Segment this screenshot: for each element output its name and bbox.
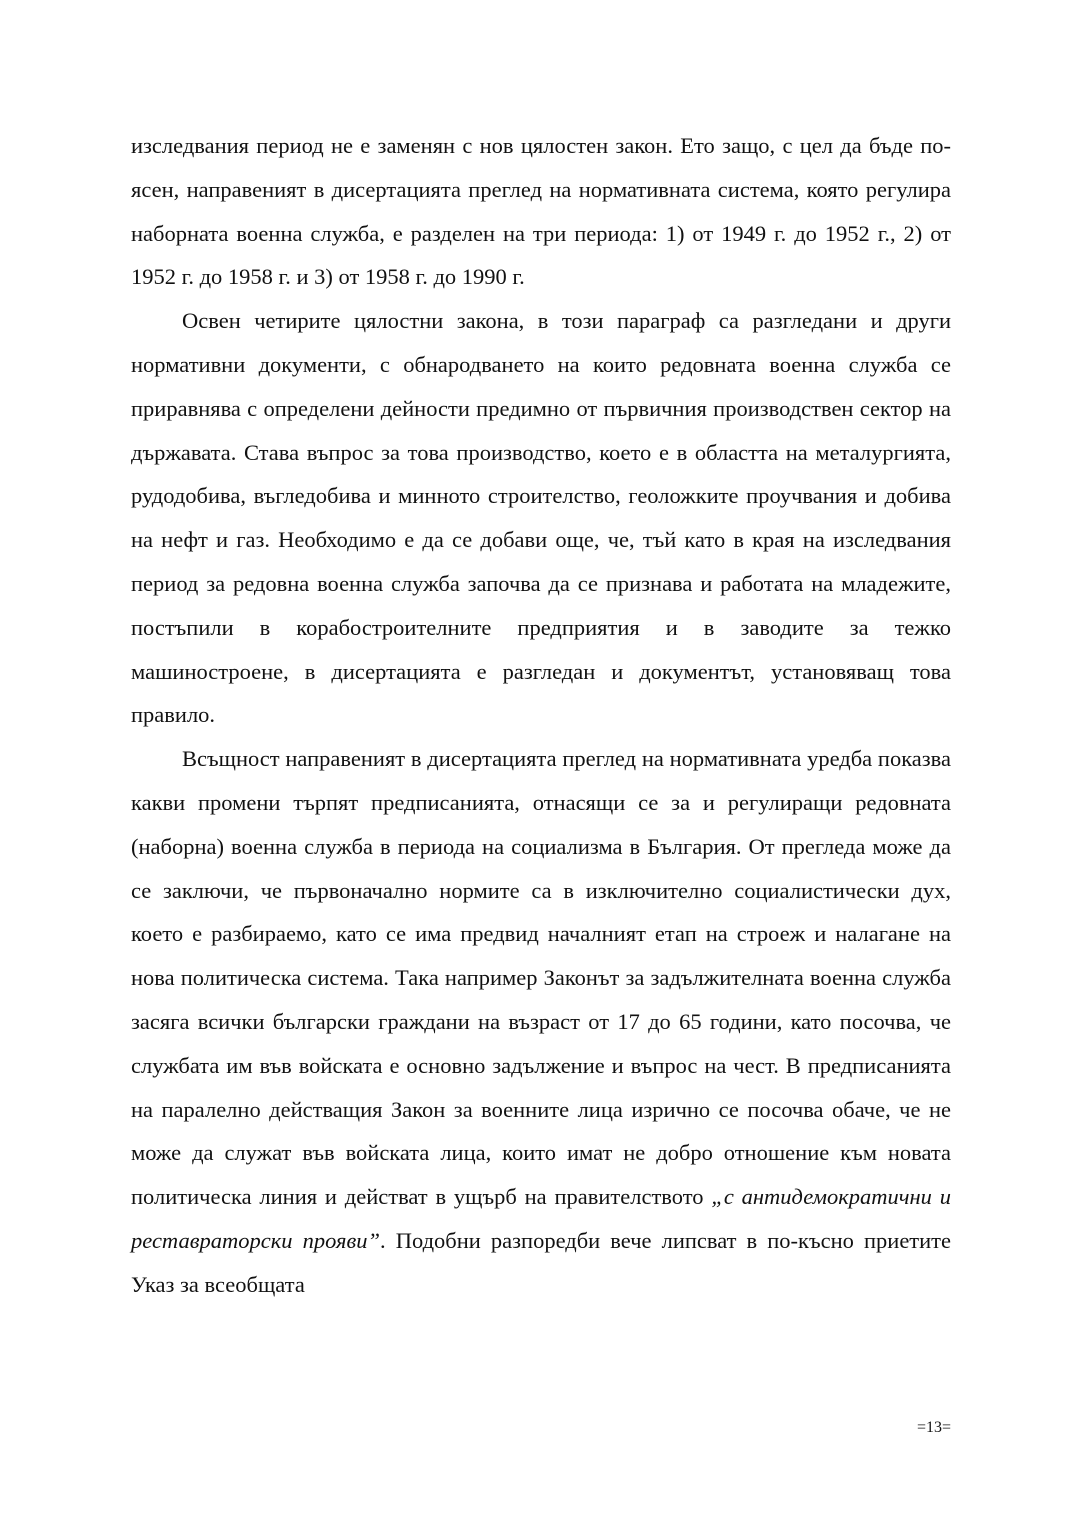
quotation: „с антидемократични и реставраторски прояви” — [131, 1184, 951, 1253]
body-text — [131, 124, 951, 1307]
page-number: =13= — [916, 1419, 951, 1436]
paragraph — [131, 737, 951, 1306]
paragraph: Освен четирите цялостни закона, в този параграф са разгледани и други нормативни документи, с обнародването на които редовната военна служба се приравнява с определени дейности предимно от първичния производствен сектор на държавата. Става въпрос за това производство, което е в областта на металургията, рудодобива, въгледобива и минното строителство, геоложките проучвания и добива на нефт и газ. Необходимо е да се добави още, че, тъй като в края на изследвания период за редовна военна служба започва да се признава и работата на младежите, постъпили в корабостроителните предприятия и в заводите за тежко машиностроене, в дисертацията е разгледан и документът, установяващ това правило. — [131, 308, 951, 728]
paragraph-text: Всъщност направеният в дисертацията преглед на нормативната уредба показва какви промени търпят предписанията, отнасящи се за и регулиращи редовната (наборна) военна служба в периода на социализма в България. От прегледа може да се заключи, че първоначално нормите са в изключително социалистически дух, което е разбираемо, като се има предвид началният етап на строеж и налагане на нова политическа система. Така например Законът за задължителната военна служба засяга всички български граждани на възраст от 17 до 65 години, като посочва, че службата им във войската е основно задължение и въпрос на чест. В предписанията на паралелно действащия Закон за военните лица изрично се посочва обаче, че не може да служат във войската лица, които имат не добро отношение към новата политическа линия и действат в ущърб на правителството — [131, 746, 951, 1210]
paragraph-text: . Подобни разпоредби вече липсват в по-късно приетите Указ за всеобщата — [131, 1227, 951, 1297]
paragraph: изследвания период не е заменян с нов цялостен закон. Ето защо, с цел да бъде по-ясен, направеният в дисертацията преглед на нормативната система, която регулира наборната военна служба, е разделен на три периода: 1) от 1949 г. до 1952 г., 2) от 1952 г. до 1958 г. и 3) от 1958 г. до 1990 г. — [131, 133, 951, 290]
